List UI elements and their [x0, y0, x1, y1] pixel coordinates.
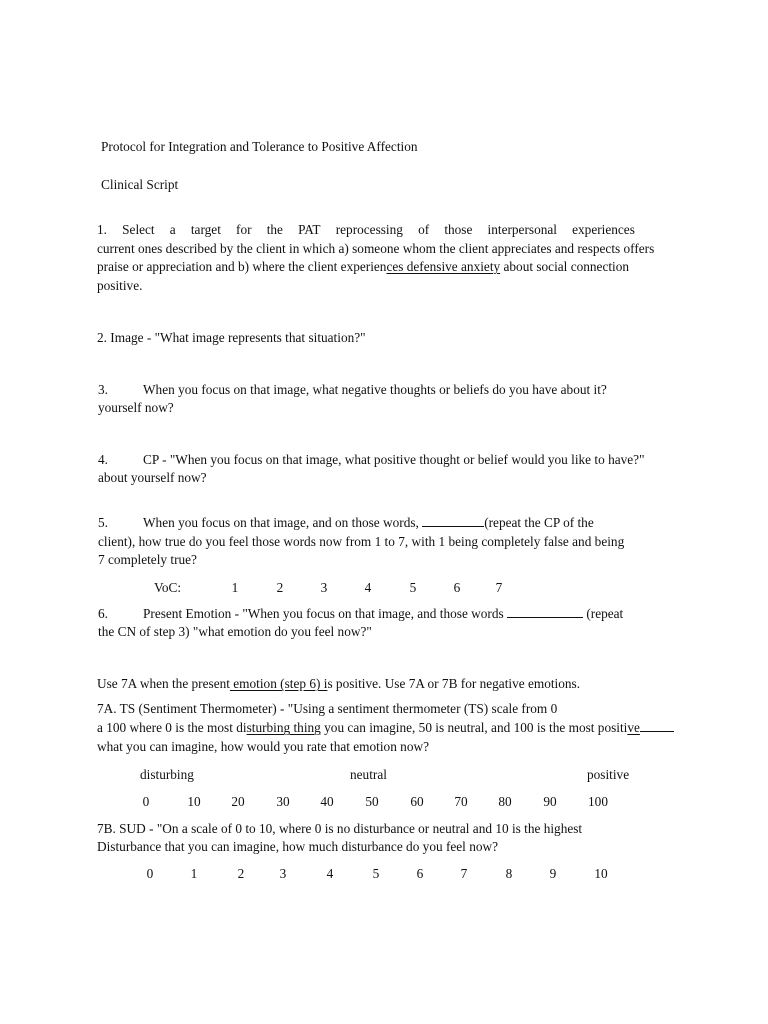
ts-value: 100: [588, 794, 608, 809]
voc-scale: [0, 580, 768, 596]
sud-value: 8: [505, 866, 513, 881]
step7a-line3: what you can imagine, how would you rate that emotion now?: [97, 739, 429, 754]
ts-value: 0: [142, 794, 150, 809]
voc-label: VoC:: [154, 580, 182, 595]
step1-word: for: [236, 222, 252, 237]
ts-value: 70: [454, 794, 468, 809]
step7a-line2-a: a 100 where 0 is the most di: [97, 720, 247, 735]
step1-line4: positive.: [97, 278, 143, 293]
step1-word: 1.: [97, 222, 107, 237]
step5-text-b: (repeat the CP of the: [484, 515, 594, 530]
step2-line: 2. Image - "What image represents that situation?": [97, 330, 366, 345]
voc-value: 1: [231, 580, 239, 595]
step1-line1: [97, 222, 635, 238]
step6-line2: the CN of step 3) "what emotion do you feel now?": [98, 624, 372, 639]
step6-text-a: Present Emotion - "When you focus on that image, and those words: [143, 606, 504, 621]
page-subtitle: Clinical Script: [101, 177, 179, 192]
ts-value: 40: [320, 794, 334, 809]
sud-value: 10: [594, 866, 608, 881]
usage-note-b: s positive. Use 7A or 7B for negative emotions.: [327, 676, 581, 691]
step6-text-b: (repeat: [586, 606, 624, 621]
usage-note-underlined: emotion (step 6) i: [229, 676, 328, 691]
step7a-line2: [97, 720, 674, 736]
step6-number: 6.: [98, 606, 108, 621]
step1-word: a: [169, 222, 176, 237]
sud-value: 3: [279, 866, 287, 881]
step7b-line1: 7B. SUD - "On a scale of 0 to 10, where 0 is no disturbance or neutral and 10 is the highest: [97, 821, 583, 836]
sud-value: 0: [146, 866, 154, 881]
voc-value: 4: [364, 580, 372, 595]
ts-label-neutral: neutral: [350, 767, 387, 782]
step5-text-a: When you focus on that image, and on those words,: [143, 515, 419, 530]
ts-label-disturbing: disturbing: [140, 767, 194, 782]
usage-note-a: Use 7A when the present: [97, 676, 230, 691]
step3-number: 3.: [98, 382, 108, 397]
step4-line2: about yourself now?: [98, 470, 207, 485]
voc-value: 7: [495, 580, 503, 595]
step7b-line2: Disturbance that you can imagine, how much disturbance do you feel now?: [97, 839, 499, 854]
sud-value: 4: [326, 866, 334, 881]
step7a-line2-underlined-end: ve: [627, 720, 640, 735]
usage-note: [97, 676, 580, 692]
ts-value: 20: [231, 794, 245, 809]
step1-line3-underlined: ces defensive anxiety: [386, 259, 501, 274]
step6-text: [143, 606, 623, 622]
sud-value: 5: [372, 866, 380, 881]
step1-word: experiences: [572, 222, 635, 237]
step1-word: target: [190, 222, 221, 237]
step6-blank: [507, 606, 583, 618]
step7a-line1: 7A. TS (Sentiment Thermometer) - "Using a sentiment thermometer (TS) scale from 0: [97, 701, 558, 716]
step7a-line2-b: you can imagine, 50 is neutral, and 100 is the most positi: [320, 720, 628, 735]
step1-word: Select: [122, 222, 155, 237]
sud-scale: [0, 866, 768, 882]
step5-line2: client), how true do you feel those words now from 1 to 7, with 1 being completely false and being: [98, 534, 625, 549]
step5-blank: [422, 515, 484, 527]
voc-value: 6: [453, 580, 461, 595]
step5-text: [143, 515, 594, 531]
step1-word: reprocessing: [335, 222, 403, 237]
step5-line3: 7 completely true?: [98, 552, 197, 567]
step4-number: 4.: [98, 452, 108, 467]
sud-value: 2: [237, 866, 245, 881]
voc-value: 2: [276, 580, 284, 595]
step1-word: the: [266, 222, 283, 237]
voc-value: 5: [409, 580, 417, 595]
step1-word: of: [418, 222, 430, 237]
voc-value: 3: [320, 580, 328, 595]
step7a-line2-underlined: sturbing thing: [246, 720, 321, 735]
ts-value: 60: [410, 794, 424, 809]
step3-line2: yourself now?: [98, 400, 174, 415]
step3-text: When you focus on that image, what negative thoughts or beliefs do you have about it?: [143, 382, 607, 397]
step4-text: CP - "When you focus on that image, what positive thought or belief would you like to have?": [143, 452, 645, 467]
step1-line3: [97, 259, 629, 275]
ts-value: 30: [276, 794, 290, 809]
ts-value: 90: [543, 794, 557, 809]
ts-value: 50: [365, 794, 379, 809]
step1-line2: current ones described by the client in which a) someone whom the client appreciates and respects offers: [97, 241, 655, 256]
sud-value: 6: [416, 866, 424, 881]
step7a-blank: [640, 720, 674, 732]
sud-value: 9: [549, 866, 557, 881]
step1-word: PAT: [298, 222, 321, 237]
sud-value: 1: [190, 866, 198, 881]
step1-line3-a: praise or appreciation and b) where the client experien: [97, 259, 387, 274]
step1-word: those: [444, 222, 473, 237]
page-title: Protocol for Integration and Tolerance to Positive Affection: [101, 139, 418, 154]
ts-label-positive: positive: [587, 767, 630, 782]
step1-word: interpersonal: [487, 222, 557, 237]
step5-number: 5.: [98, 515, 108, 530]
sud-value: 7: [460, 866, 468, 881]
ts-value: 80: [498, 794, 512, 809]
step1-line3-b: about social connection: [500, 259, 630, 274]
ts-value: 10: [187, 794, 201, 809]
ts-scale: [0, 794, 768, 810]
